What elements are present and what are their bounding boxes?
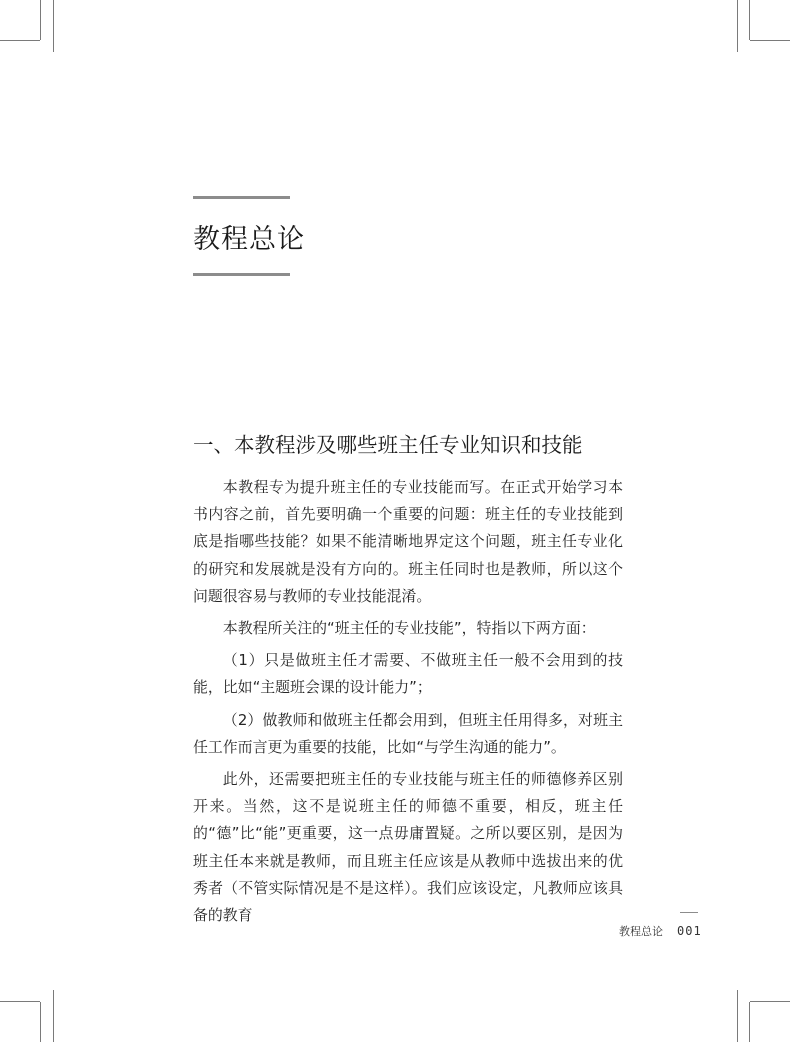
crop-mark-bottom-left-horizontal [0,1001,40,1002]
paragraph: 此外，还需要把班主任的专业技能与班主任的师德修养区别开来。当然，这不是说班主任的师德不重要，相反，班主任的“德”比“能”更重要，这一点毋庸置疑。之所以要区别，是因为班主任本来就是教师，而且班主任应该是从教师中选拔出来的优秀者（不管实际情况是不是这样）。我们应该设定，凡教师应该具备的教育 [193,770,623,925]
crop-mark-bottom-left-vertical [40,1002,41,1042]
paragraph: （2）做教师和做班主任都会用到，但班主任用得多，对班主任工作而言更为重要的技能，比如“与学生沟通的能力”。 [193,710,623,756]
footer-rule [680,912,698,913]
footer-running-title: 教程总论 [619,925,663,938]
crop-mark-bottom-right-offset-vertical [737,990,738,1042]
crop-mark-top-right-horizontal [750,40,790,41]
crop-mark-top-right-vertical [749,0,750,40]
section-heading: 一、本教程涉及哪些班主任专业知识和技能 [193,433,583,457]
page-number: 001 [677,924,702,938]
crop-mark-top-left-horizontal [0,40,40,41]
crop-mark-bottom-right-vertical [749,1002,750,1042]
crop-mark-bottom-right-horizontal [750,1001,790,1002]
chapter-title: 教程总论 [193,224,305,255]
paragraph: （1）只是做班主任才需要、不做班主任一般不会用到的技能，比如“主题班会课的设计能力”； [193,651,623,697]
chapter-title-bottom-rule [193,273,290,276]
body-text [193,474,623,934]
crop-mark-bottom-left-offset-vertical [53,990,54,1042]
paragraph: 本教程专为提升班主任的专业技能而写。在正式开始学习本书内容之前，首先要明确一个重要的问题：班主任的专业技能到底是指哪些技能？如果不能清晰地界定这个问题，班主任专业化的研究和发展就是没有方向的。班主任同时也是教师，所以这个问题很容易与教师的专业技能混淆。 [193,478,623,605]
crop-mark-top-right-offset-vertical [737,0,738,52]
crop-mark-top-left-offset-vertical [53,0,54,52]
crop-mark-top-left-vertical [40,0,41,40]
paragraph: 本教程所关注的“班主任的专业技能”，特指以下两方面： [222,619,596,638]
chapter-title-top-rule [193,196,290,199]
